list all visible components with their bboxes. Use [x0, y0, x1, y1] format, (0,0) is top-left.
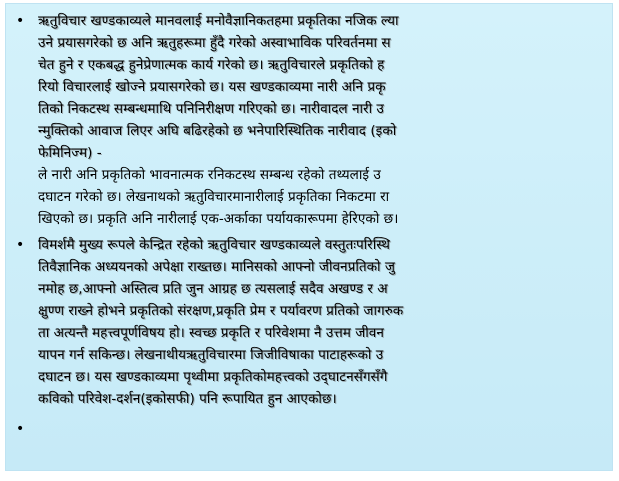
- bullet-icon: •: [16, 421, 25, 437]
- text-line: तिको निकटस्थ सम्बन्धमाथि पनिनिरीक्षण गरिएको छ। नारीवादल नारी उ: [38, 101, 384, 117]
- text-line: दघाटन छ। यस खण्डकाव्यमा पृथ्वीमा प्रकृतिकोमहत्त्वको उद्‌घाटनसँगसँगै: [38, 369, 388, 385]
- text-line: दघाटन गरेको छ। लेखनाथको ऋतुविचारमानारीलाई प्रकृतिका निकटमा रा: [38, 189, 390, 205]
- bullet-icon: •: [16, 237, 25, 253]
- bullet-icon: •: [16, 13, 25, 29]
- content-panel: [5, 3, 613, 471]
- text-line: ता अत्यन्तै महत्त्वपूर्णविषय हो। स्वच्छ प्रकृति र परिवेशमा नै उत्तम जीवन: [38, 325, 384, 341]
- text-line: ऋतुविचार खण्डकाव्यले मानवलाई मनोवैज्ञानिकतहमा प्रकृतिका नजिक ल्या: [38, 13, 399, 29]
- text-line: रियो विचारलाई खोज्ने प्रयासगरेको छ। यस खण्डकाव्यमा नारी अनि प्रकृ: [38, 79, 386, 95]
- text-line: चेत हुने र एकबद्ध हुनेप्रेणात्मक कार्य गरेको छ। ऋतुविचारले प्रकृतिको ह: [38, 57, 385, 73]
- text-line: कविको परिवेश-दर्शन(इकोसफी) पनि रूपायित हुन आएकोछ।: [38, 391, 337, 407]
- text-line: क्षुण्ण राख्ने होभने प्रकृतिको संरक्षण,प्रकृति प्रेम र पर्यावरण प्रतिको जागरुक: [38, 303, 404, 319]
- text-line: फेमिनिज्म) -: [38, 145, 102, 161]
- text-line: न्मुक्तिको आवाज लिएर अघि बढिरहेको छ भनेपारिस्थितिक नारीवाद (इको: [38, 123, 397, 139]
- text-line: विमर्शमै मुख्य रूपले केन्द्रित रहेको ऋतुविचार खण्डकाव्यले वस्तुतःपरिस्थि: [38, 237, 390, 253]
- text-line: नमोह छ,आफ्नो अस्तित्व प्रति जुन आग्रह छ त्यसलाई सदैव अखण्ड र अ: [38, 281, 388, 297]
- text-line: यापन गर्न सकिन्छ। लेखनाथीयऋतुविचारमा जिजीविषाका पाटाहरूको उ: [38, 347, 384, 363]
- text-line: ले नारी अनि प्रकृतिको भावनात्मक रनिकटस्थ सम्बन्ध रहेको तथ्यलाई उ: [38, 167, 381, 183]
- text-line: उने प्रयासगरेको छ अनि ऋतुहरूमा हुँदै गरेको अस्वाभाविक परिवर्तनमा स: [38, 35, 391, 51]
- text-line: तिवैज्ञानिक अध्ययनको अपेक्षा राख्तछ। मानिसको आफ्नो जीवनप्रतिको जु: [38, 259, 395, 275]
- text-line: खिएको छ। प्रकृति अनि नारीलाई एक-अर्काका पर्यायकारूपमा हेरिएको छ।: [38, 211, 399, 227]
